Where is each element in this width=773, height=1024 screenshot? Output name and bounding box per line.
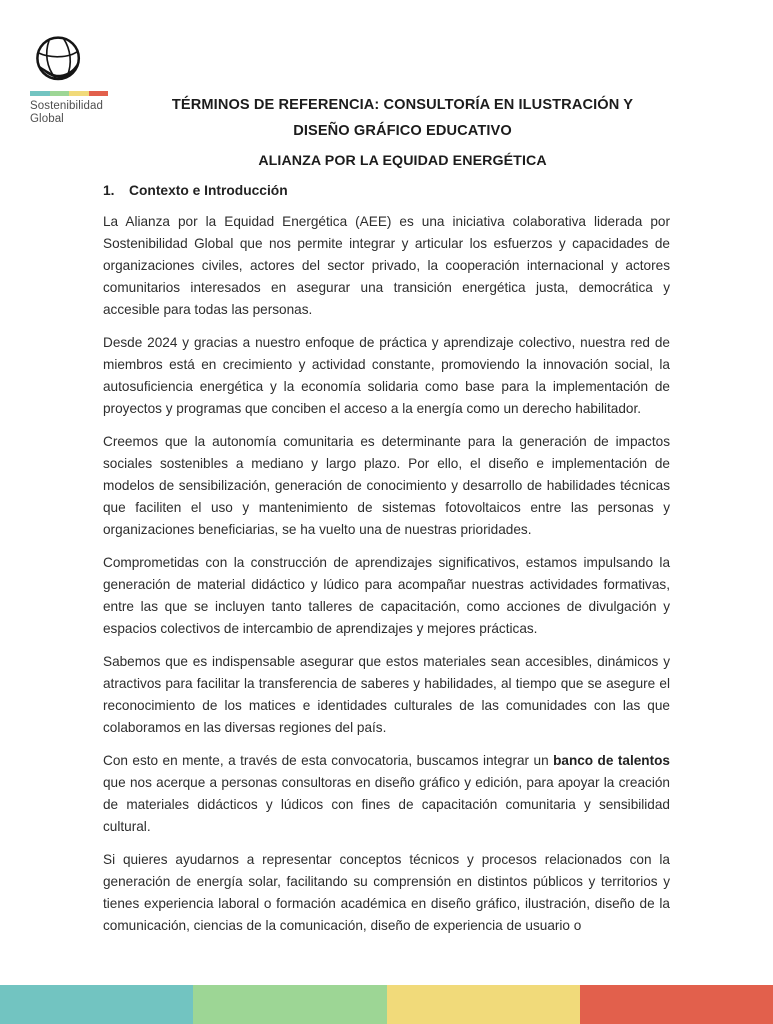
document-body — [103, 183, 670, 948]
document-title: TÉRMINOS DE REFERENCIA: CONSULTORÍA EN ILUSTRACIÓN Y DISEÑO GRÁFICO EDUCATIVO — [171, 97, 634, 139]
paragraph-6-pre: Con esto en mente, a través de esta convocatoria, buscamos integrar un — [103, 753, 554, 768]
paragraph-3: Creemos que la autonomía comunitaria es determinante para la generación de impactos sociales sostenibles a mediano y largo plazo. Por ello, el diseño e implementación de modelos de sensibilización, generación de conocimiento y desarrollo de habilidades técnicas que faciliten el uso y mantenimiento de sistemas fotovoltaicos entre las personas y organizaciones beneficiarias, se ha vuelto una de nuestras prioridades. — [103, 434, 670, 537]
logo-bar-segment-teal — [30, 91, 50, 96]
footer-bar-segment-red — [580, 985, 773, 1024]
paragraph-5: Sabemos que es indispensable asegurar que estos materiales sean accesibles, dinámicos y atractivos para facilitar la transferencia de saberes y habilidades, al tiempo que se asegure el reconocimiento de los matices e identidades culturales de las comunidades con las que colaboramos en las diversas regiones del país. — [103, 654, 670, 735]
paragraph-6-post: que nos acerque a personas consultoras en diseño gráfico y edición, para apoyar la creación de materiales didácticos y lúdicos con fines de capacitación comunitaria y sensibilidad cultural. — [103, 775, 670, 834]
org-name — [30, 100, 126, 126]
document-subtitle: ALIANZA POR LA EQUIDAD ENERGÉTICA — [258, 153, 547, 169]
logo-color-bar — [30, 91, 108, 96]
globe-icon — [32, 34, 86, 88]
org-name-line1: Sostenibilidad — [30, 100, 104, 112]
logo-bar-segment-red — [89, 91, 109, 96]
paragraph-6-bold-phrase: banco de talentos — [553, 753, 670, 768]
org-logo — [30, 34, 126, 126]
logo-bar-segment-yellow — [69, 91, 89, 96]
paragraph-1: La Alianza por la Equidad Energética (AEE) es una iniciativa colaborativa liderada por Sostenibilidad Global que nos permite integrar y articular los esfuerzos y capacidades de organizaciones civiles, actores del sector privado, la cooperación internacional y actores comunitarios interesados en asegurar una transición energética justa, democrática y accesible para todas las personas. — [103, 214, 670, 317]
section-number: 1. — [103, 183, 115, 198]
document-header — [132, 92, 673, 169]
footer-color-bar — [0, 985, 773, 1024]
footer-bar-segment-yellow — [387, 985, 580, 1024]
footer-bar-segment-teal — [0, 985, 193, 1024]
logo-bar-segment-green — [50, 91, 70, 96]
paragraph-7: Si quieres ayudarnos a representar conceptos técnicos y procesos relacionados con la generación de energía solar, facilitando su comprensión en distintos públicos y territorios y tienes experiencia laboral o formación académica en diseño gráfico, ilustración, diseño de la comunicación, ciencias de la comunicación, diseño de experiencia de usuario o — [103, 852, 670, 933]
footer-bar-segment-green — [193, 985, 386, 1024]
section-title: Contexto e Introducción — [129, 183, 288, 198]
section-heading — [103, 183, 670, 198]
org-name-line2: Global — [30, 113, 64, 125]
paragraph-2: Desde 2024 y gracias a nuestro enfoque de práctica y aprendizaje colectivo, nuestra red de miembros está en crecimiento y actividad constante, promoviendo la innovación social, la autosuficiencia energética y la economía solidaria como base para la implementación de proyectos y programas que conciben el acceso a la energía como un derecho habilitador. — [103, 335, 670, 416]
paragraph-6 — [103, 750, 670, 838]
paragraph-4: Comprometidas con la construcción de aprendizajes significativos, estamos impulsando la generación de material didáctico y lúdico para acompañar nuestras actividades formativas, entre las que se incluyen tanto talleres de capacitación, como acciones de divulgación y espacios colectivos de intercambio de aprendizajes y mejores prácticas. — [103, 555, 670, 636]
